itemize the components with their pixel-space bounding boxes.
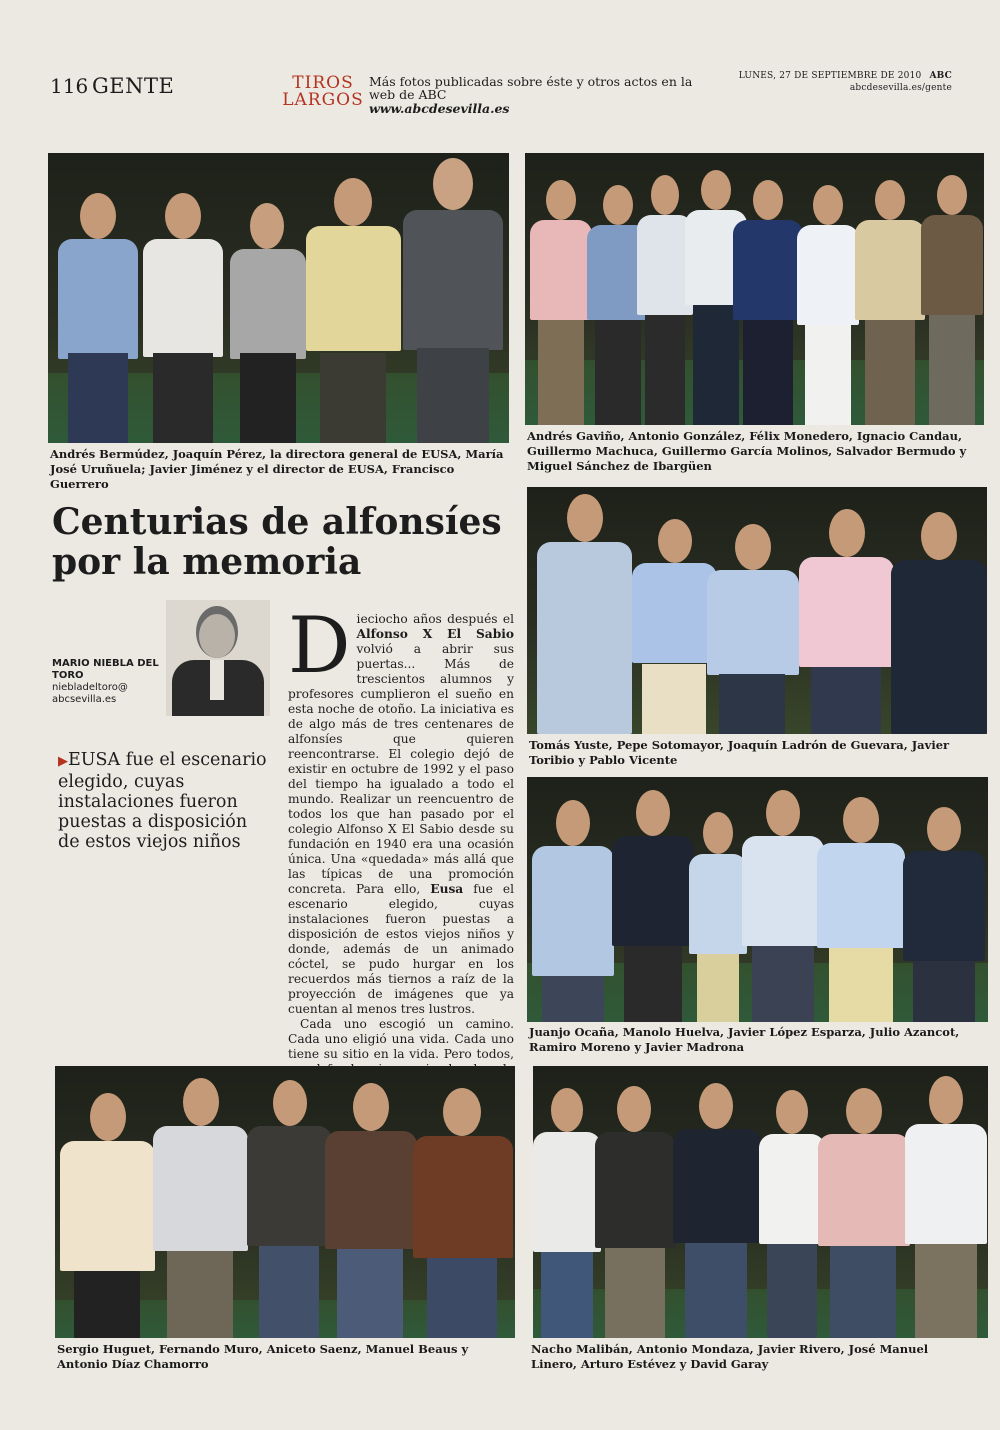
caption-photo-1: Andrés Bermúdez, Joaquín Pérez, la directora general de EUSA, María José Uruñuela; Javier Jiménez y el director de EUSA, Francisco Guerrero bbox=[50, 447, 504, 491]
para1-text-b: volvió a abrir sus puertas... Más de trescientos alumnos y profesores cumplieron el sueño en esta noche de otoño. La iniciativa es de algo más de tres centenares de alfonsíes que quieren reencontrarse. El colegio dejó de existir en octubre de 1992 y el paso del tiempo ha igualado a todo el mundo. Realizar un reencuentro de todos los que han pasado por el colegio Alfonso X El Sabio desde su fundación en 1940 era una ocasión única. Una «quedada» más allá que las típicas de una promoción concreta. Para ello, bbox=[288, 642, 514, 896]
para1-text-c: fue el escenario elegido, cuyas instalaciones fueron puestas a disposición de estos viejos niños y donde, además de un animado cóctel, se pudo hurgar en los recuerdos más tiernos a raíz de la proyección de imágenes que ya cuentan al menos tres lustros. bbox=[288, 882, 514, 1016]
author-portrait bbox=[166, 600, 270, 716]
photo-group-6 bbox=[533, 1066, 988, 1338]
triangle-icon: ▶ bbox=[58, 754, 68, 769]
tiros-line1: TIROS bbox=[292, 73, 354, 93]
caption-photo-4: Juanjo Ocaña, Manolo Huelva, Javier López Esparza, Julio Azancot, Ramiro Moreno y Javier Madrona bbox=[529, 1025, 960, 1054]
caption-photo-5: Sergio Huguet, Fernando Muro, Aniceto Saenz, Manuel Beaus y Antonio Díaz Chamorro bbox=[57, 1342, 469, 1371]
section-title: GENTE bbox=[92, 74, 175, 98]
caption-photo-3: Tomás Yuste, Pepe Sotomayor, Joaquín Ladrón de Guevara, Javier Toribio y Pablo Vicente bbox=[529, 738, 950, 767]
author-contact: niebladeltoro@ abcsevilla.es bbox=[52, 682, 128, 705]
pull-quote-text: EUSA fue el escenario elegido, cuyas instalaciones fueron puestas a disposición de estos viejos niños bbox=[58, 750, 267, 852]
paragraph-2: Cada uno escogió un camino. Cada uno eligió una vida. Cada uno tiene su sitio en la vida. Pero todos, bbox=[288, 1017, 514, 1061]
tiros-largos-logo bbox=[282, 75, 364, 109]
photo-group-4 bbox=[527, 777, 988, 1022]
author-name: MARIO NIEBLA DEL TORO bbox=[52, 658, 159, 681]
promo-text: Más fotos publicadas sobre éste y otros actos en la web de ABC bbox=[369, 74, 693, 102]
drop-cap: D bbox=[288, 601, 351, 691]
photo-group-3 bbox=[527, 487, 987, 734]
photo-group-5 bbox=[55, 1066, 515, 1338]
photo-group-1 bbox=[48, 153, 509, 443]
promo-url[interactable]: www.abcdesevilla.es bbox=[369, 101, 510, 116]
brand-name: ABC bbox=[929, 71, 952, 81]
photo-group-2 bbox=[525, 153, 984, 425]
article-headline: Centurias de alfonsíes por la memoria bbox=[52, 501, 502, 583]
tiros-line2: LARGOS bbox=[282, 90, 364, 110]
date-text: LUNES, 27 DE SEPTIEMBRE DE 2010 bbox=[738, 71, 922, 81]
author-byline bbox=[52, 658, 167, 706]
article-body bbox=[288, 601, 514, 1092]
page-number: 116 bbox=[50, 74, 89, 98]
promo-box bbox=[369, 75, 699, 115]
para1-bold2: Eusa bbox=[430, 882, 464, 896]
web-section: abcdesevilla.es/gente bbox=[849, 83, 952, 93]
paragraph-1 bbox=[288, 601, 514, 1017]
para1-bold: Alfonso X El Sabio bbox=[356, 627, 514, 641]
caption-photo-2: Andrés Gaviño, Antonio González, Félix Monedero, Ignacio Candau, Guillermo Machuca, Guillermo García Molinos, Salvador Bermudo y Miguel Sánchez de Ibargüen bbox=[527, 429, 967, 473]
pull-quote bbox=[58, 750, 273, 852]
para1-text-a: ieciocho años después el bbox=[356, 612, 514, 626]
caption-photo-6: Nacho Malibán, Antonio Mondaza, Javier Rivero, José Manuel Linero, Arturo Estévez y David Garay bbox=[531, 1342, 929, 1371]
dateline bbox=[739, 70, 952, 94]
